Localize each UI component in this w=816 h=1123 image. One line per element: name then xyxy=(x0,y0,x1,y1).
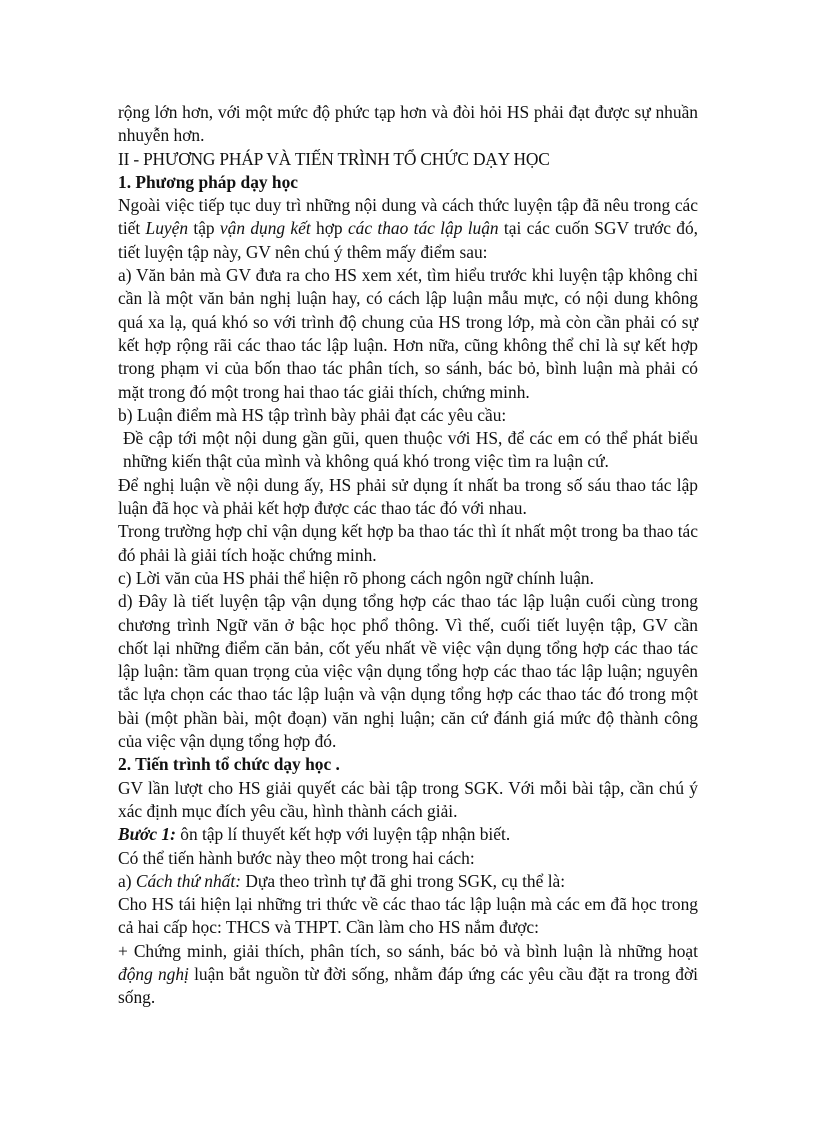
text-run: + Chứng minh, giải thích, phân tích, so sánh, bác bỏ và bình luận là những hoạt xyxy=(118,940,698,961)
paragraph-point-a: a) Văn bản mà GV đưa ra cho HS xem xét, tìm hiểu trước khi luyện tập không chỉ cần là một văn bản nghị luận hay, có cách lập luận mẫu mực, có nội dung không quá xa lạ, quá khó so với trình độ chung của HS trong lớp, mà còn cần phải có sự kết hợp rộng rãi các thao tác lập luận. Hơn nữa, cũng không thể chỉ là sự kết hợp trong phạm vi của bốn thao tác phân tích, so sánh, bác bỏ, bình luận mà phải có mặt trong đó một trong hai thao tác giải thích, chứng minh. xyxy=(118,265,698,402)
paragraph-step-1 xyxy=(118,823,698,846)
text-run: luận bắt nguồn từ đời sống, nhằm đáp ứng các yêu cầu đặt ra trong đời sống. xyxy=(118,963,699,1008)
document-page xyxy=(118,101,698,1010)
paragraph-point-b: b) Luận điểm mà HS tập trình bày phải đạt các yêu cầu: xyxy=(118,404,507,425)
paragraph-first-way xyxy=(118,870,698,893)
text-run: Ngoài việc tiếp tục duy trì những nội dung và cách thức luyện tập đã nêu trong các tiết xyxy=(118,195,698,239)
text-run: tại các cuốn SGV trước đó, tiết luyện tập này, GV nên chú ý thêm mấy điểm sau: xyxy=(118,218,699,262)
italic-run: Cách thứ nhất: xyxy=(135,870,241,891)
text-run: ôn tập lí thuyết kết hợp với luyện tập nhận biết. xyxy=(175,824,511,845)
paragraph-requirement-3: Trong trường hợp chỉ vận dụng kết hợp ba thao tác thì ít nhất một trong ba thao tác đó phải là giải tích hoặc chứng minh. xyxy=(118,521,698,565)
subheading-process: 2. Tiến trình tổ chức dạy học . xyxy=(118,754,340,775)
italic-run: động nghị xyxy=(118,963,189,984)
paragraph-method-intro xyxy=(118,194,698,264)
italic-run: vận dụng kết xyxy=(219,218,311,239)
paragraph-point-c: c) Lời văn của HS phải thể hiện rõ phong cách ngôn ngữ chính luận. xyxy=(118,567,594,588)
paragraph-recall: Cho HS tái hiện lại những tri thức về các thao tác lập luận mà các em đã học trong cả hai cấp học: THCS và THPT. Cần làm cho HS nắm được: xyxy=(118,894,698,938)
paragraph-bullet-1 xyxy=(118,940,698,1010)
paragraph-point-d: d) Đây là tiết luyện tập vận dụng tổng hợp các thao tác lập luận cuối cùng trong chương trình Ngữ văn ở bậc học phổ thông. Vì thế, cuối tiết luyện tập, GV cần chốt lại những điểm căn bản, cốt yếu nhất về việc vận dụng tổng hợp các thao tác lập luận: tầm quan trọng của việc vận dụng tổng hợp các thao tác lập luận; nguyên tắc lựa chọn các thao tác lập luận và vận dụng tổng hợp các thao tác đó trong một bài (một phần bài, một đoạn) văn nghị luận; căn cứ đánh giá mức độ thành công của việc vận dụng tổng hợp đó. xyxy=(118,591,698,752)
paragraph-process-intro: GV lần lượt cho HS giải quyết các bài tập trong SGK. Với mỗi bài tập, cần chú ý xác định mục đích yêu cầu, hình thành cách giải. xyxy=(118,777,698,821)
text-run: tập xyxy=(188,218,220,239)
paragraph-requirement-1: Đề cập tới một nội dung gần gũi, quen thuộc với HS, để các em có thể phát biểu những kiến thật của mình và không quá khó trong việc tìm ra luận cứ. xyxy=(123,428,698,472)
paragraph-intro-continuation: rộng lớn hơn, với một mức độ phức tạp hơn và đòi hỏi HS phải đạt được sự nhuần nhuyễn hơn. xyxy=(118,102,698,146)
text-run: a) xyxy=(118,870,136,891)
step-label: Bước 1: xyxy=(118,824,176,845)
section-heading-ii: II - PHƯƠNG PHÁP VÀ TIẾN TRÌNH TỔ CHỨC DẠY HỌC xyxy=(118,148,550,169)
italic-run: Luyện xyxy=(145,218,189,239)
text-run: Dựa theo trình tự đã ghi trong SGK, cụ thể là: xyxy=(240,870,566,891)
paragraph-two-ways: Có thể tiến hành bước này theo một trong hai cách: xyxy=(118,847,475,868)
italic-run: các thao tác lập luận xyxy=(347,218,499,239)
paragraph-requirement-2: Để nghị luận về nội dung ấy, HS phải sử dụng ít nhất ba trong số sáu thao tác lập luận đã học và phải kết hợp được các thao tác đó với nhau. xyxy=(118,474,698,519)
text-run: hợp xyxy=(310,218,348,239)
subheading-method: 1. Phương pháp dạy học xyxy=(118,171,299,192)
